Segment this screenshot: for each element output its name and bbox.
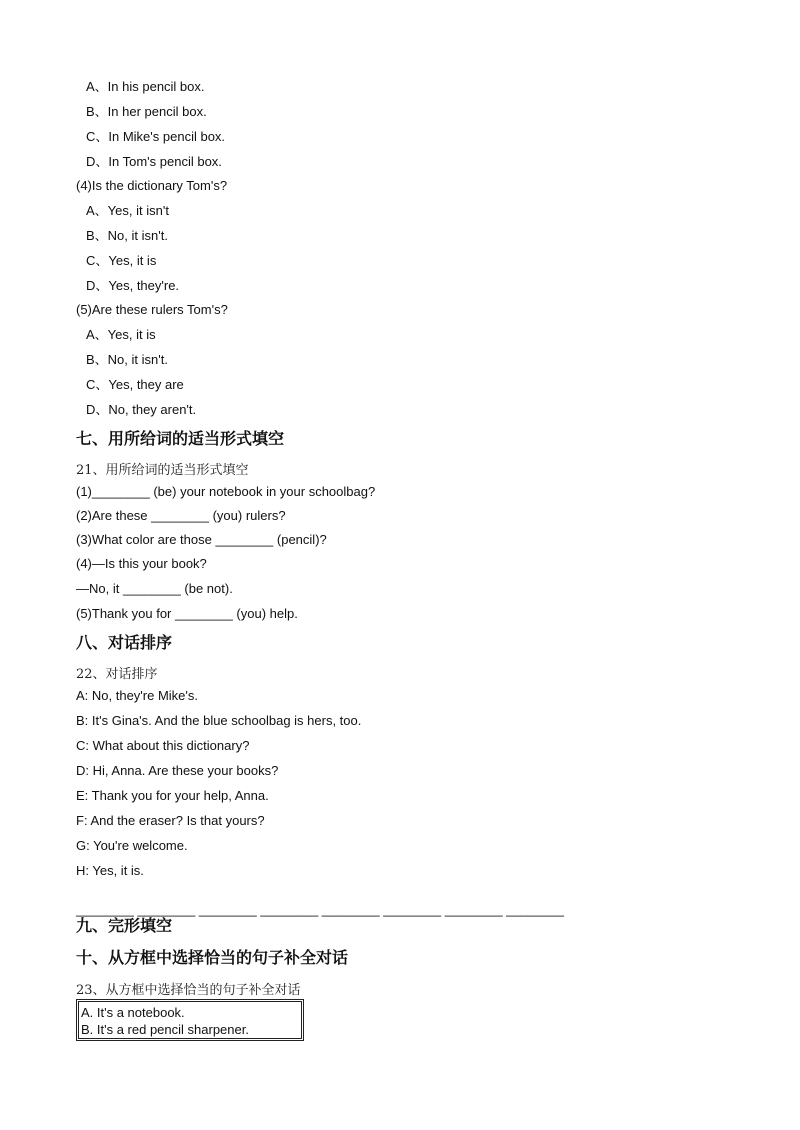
section8-subheading: 22、对话排序 xyxy=(76,667,158,682)
dialogue-line-b: B: It's Gina's. And the blue schoolbag is hers, too. xyxy=(76,713,362,728)
q3-option-d: D、In Tom's pencil box. xyxy=(86,154,222,169)
q4-option-d: D、Yes, they're. xyxy=(86,278,180,293)
fill-item-1: (1)________ (be) your notebook in your schoolbag? xyxy=(76,484,376,499)
q5-option-d: D、No, they aren't. xyxy=(86,402,197,417)
fill-item-4-answer: —No, it ________ (be not). xyxy=(76,581,233,596)
q5-option-b: B、No, it isn't. xyxy=(86,352,168,367)
choice-box-option-a: A. It's a notebook. xyxy=(81,1005,185,1020)
q3-option-b: B、In her pencil box. xyxy=(86,104,207,119)
section7-heading: 七、用所给词的适当形式填空 xyxy=(76,429,285,448)
fill-item-3: (3)What color are those ________ (pencil)? xyxy=(76,532,327,547)
q4-option-b: B、No, it isn't. xyxy=(86,228,168,243)
q4-question: (4)Is the dictionary Tom's? xyxy=(76,178,228,193)
order-answer-blanks: ________ ________ ________ ________ ________ ________ ________ ________ xyxy=(76,902,565,917)
dialogue-line-d: D: Hi, Anna. Are these your books? xyxy=(76,763,279,778)
section10-heading: 十、从方框中选择恰当的句子补全对话 xyxy=(76,948,349,967)
section7-subheading: 21、用所给词的适当形式填空 xyxy=(76,463,249,478)
choice-box xyxy=(76,999,304,1041)
q5-option-a: A、Yes, it is xyxy=(86,327,156,342)
dialogue-line-g: G: You're welcome. xyxy=(76,838,188,853)
q5-question: (5)Are these rulers Tom's? xyxy=(76,302,228,317)
q5-option-c: C、Yes, they are xyxy=(86,377,184,392)
q3-option-c: C、In Mike's pencil box. xyxy=(86,129,226,144)
section9-heading: 九、完形填空 xyxy=(76,916,173,935)
q4-option-a: A、Yes, it isn't xyxy=(86,203,169,218)
choice-box-option-b: B. It's a red pencil sharpener. xyxy=(81,1022,249,1037)
dialogue-line-f: F: And the eraser? Is that yours? xyxy=(76,813,265,828)
dialogue-line-h: H: Yes, it is. xyxy=(76,863,144,878)
fill-item-5: (5)Thank you for ________ (you) help. xyxy=(76,606,298,621)
section10-subheading: 23、从方框中选择恰当的句子补全对话 xyxy=(76,983,301,998)
dialogue-line-e: E: Thank you for your help, Anna. xyxy=(76,788,269,803)
dialogue-line-a: A: No, they're Mike's. xyxy=(76,688,199,703)
q4-option-c: C、Yes, it is xyxy=(86,253,157,268)
section8-heading: 八、对话排序 xyxy=(76,633,173,652)
dialogue-line-c: C: What about this dictionary? xyxy=(76,738,250,753)
fill-item-4: (4)—Is this your book? xyxy=(76,556,207,571)
fill-item-2: (2)Are these ________ (you) rulers? xyxy=(76,508,286,523)
q3-option-a: A、In his pencil box. xyxy=(86,79,205,94)
